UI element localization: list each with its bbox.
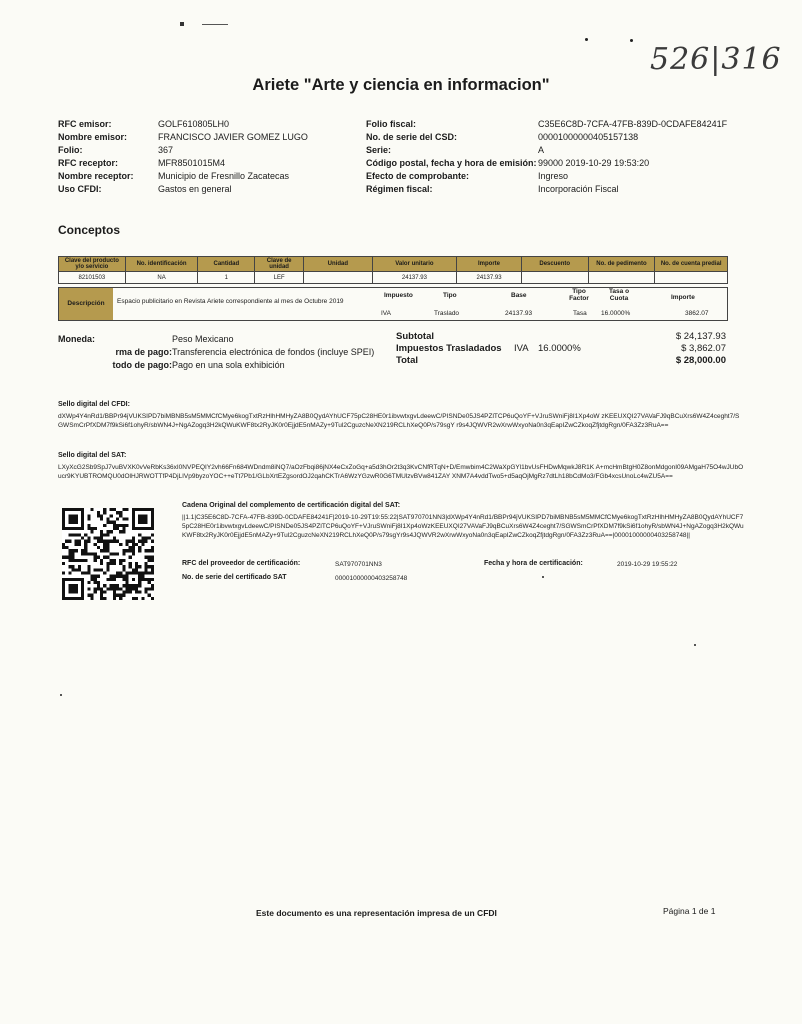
cell-identificacion: NA [125, 272, 198, 284]
sello-sat: LXyXcG2Sb9SpJ7vuBVXK0vVeRbKs36xI0NVPEQIY2vh66Fn684WDndm8iNQ7/aOzFbqi86jNX4eCxZoGq+a5d3hOr2t3q3KvCNfRTqN+D/Emwbim4C2WaXpGYl1bvUsFHDwMqwkJ8R1K A+mcHmBtgH0Z8onMdgonI09AMgaH75O4wJUbOucr9KYUBTROMQU0dOlHJRWOTTfP4DjLIVp9byzoYOC++eTt7Pb1/GLbXrtEZgsordOJ2qahCKTrA6WzYGzwR0G6TMUlzvBVw841ZAY XNM7A4vddTwo5+d5aqOjMgRz7dtLh18bCdMo3/FGb4xcsUnoLc4wZU5A== [58, 464, 744, 480]
tax-header-tasa: Tasa o Cuota [608, 288, 630, 302]
table-row [59, 272, 728, 284]
tax-header-tipo-factor: Tipo Factor [569, 288, 589, 302]
field-label: Folio fiscal: [366, 119, 417, 129]
sello-cfdi-label: Sello digital del CFDI: [58, 401, 130, 408]
field-label: No. de serie del CSD: [366, 132, 458, 142]
header-cell: Cantidad [198, 257, 255, 272]
sello-sat-label: Sello digital del SAT: [58, 452, 127, 459]
tax-header-tipo: Tipo [443, 292, 457, 299]
speck [585, 38, 588, 41]
cell-descuento [521, 272, 588, 284]
moneda: Peso Mexicano [172, 334, 234, 344]
tax-impuesto: IVA [381, 310, 391, 317]
serie-sat-label: No. de serie del certificado SAT [182, 574, 287, 581]
cell-valor-unitario: 24137.93 [372, 272, 457, 284]
description-label: Descripción [59, 288, 113, 320]
tax-tipo-factor: Tasa [573, 310, 587, 317]
description-text: Espacio publicitario en Revista Ariete correspondiente al mes de Octubre 2019 [117, 298, 344, 305]
page-number: Página 1 de 1 [663, 906, 716, 916]
tax-header-importe: Importe [671, 294, 695, 301]
speck [180, 22, 184, 26]
handwritten-note: 526|316 [650, 42, 782, 77]
footer-note: Este documento es una representación impresa de un CFDI [256, 908, 497, 918]
header-cell: No. identificación [125, 257, 198, 272]
header-cell: Unidad [304, 257, 373, 272]
cell-unidad [304, 272, 373, 284]
qr-code-image [62, 508, 154, 600]
header-cell: No. de cuenta predial [655, 257, 728, 272]
tax-base: 24137.93 [505, 310, 533, 317]
cell-cantidad: 1 [198, 272, 255, 284]
serie-sat: 00001000000403258748 [335, 575, 408, 582]
totals-block [396, 331, 726, 367]
serie-csd: 00001000000405157138 [538, 132, 639, 142]
header-cell: Valor unitario [372, 257, 457, 272]
speck [60, 694, 62, 696]
header-cell: Descuento [521, 257, 588, 272]
cell-cuenta-predial [655, 272, 728, 284]
field-label: Moneda: [58, 334, 95, 344]
field-label: Nombre emisor: [58, 132, 128, 142]
field-label: RFC emisor: [58, 119, 112, 129]
fecha-emision: 99000 2019-10-29 19:53:20 [538, 158, 650, 168]
subtotal-value: $ 24,137.93 [675, 331, 726, 342]
field-label: Serie: [366, 145, 392, 155]
cadena-label: Cadena Original del complemento de certificación digital del SAT: [182, 502, 401, 509]
header-cell: No. de pedimento [588, 257, 655, 272]
uso-cfdi: Gastos en general [158, 184, 232, 194]
metodo-pago: Pago en una sola exhibición [172, 360, 285, 370]
folio: 367 [158, 145, 174, 155]
rfc-proveedor-label: RFC del proveedor de certificación: [182, 560, 301, 567]
subtotal-label: Subtotal [396, 331, 434, 342]
tax-importe: 3862.07 [685, 310, 709, 317]
field-label: rma de pago: [115, 347, 172, 357]
field-label: Régimen fiscal: [366, 184, 433, 194]
cell-clave-unidad: LEF [255, 272, 304, 284]
conceptos-table [58, 256, 728, 284]
emisor-block [58, 118, 358, 196]
serie: A [538, 145, 545, 155]
header-cell: Importe [457, 257, 522, 272]
header-cell: Clave de unidad [255, 257, 304, 272]
iva-rate: 16.0000% [538, 343, 581, 354]
rfc-proveedor: SAT970701NN3 [335, 561, 382, 568]
fecha-certificacion-label: Fecha y hora de certificación: [484, 560, 583, 567]
forma-pago: Transferencia electrónica de fondos (incluye SPEI) [172, 347, 375, 357]
field-label: Nombre receptor: [58, 171, 134, 181]
cell-pedimento [588, 272, 655, 284]
sello-cfdi: dXWp4Y4nRd1/BBPr94jVUKSIPD7biMBNB5sM5MMCfCMye6kogTxtRzHlhHMHyZA8B0QydAYhUCF75pC28HE0r1ibvwtxgvLdeewC/PISNDe05JS4PZlTCP6uQoYF+VJruSWniFj8I1Xp4oW zKEEUXQI27VAVaFJ9qBCuXrs6W4Z4ceght7/SGWSmCrPfXDM7f9kSi6f1ohyR/sbWN4J+NgAZogq3H2kQWuKWF8tx2RyJK0r0EjjdE5nMAZy+9Tul2CguzcNeXN219RCLhXeQ0P/s79sgY r9s4JQWVR2wXrwWxyoNa0n3qEapIZwCZkoqZfjtdgRgn/0FA3Zz3RuA== [58, 413, 740, 429]
nombre-receptor: Municipio de Fresnillo Zacatecas [158, 171, 290, 181]
pen-mark [202, 24, 228, 25]
field-label: todo de pago: [112, 360, 172, 370]
payment-block [58, 333, 398, 372]
tax-header-impuesto: Impuesto [384, 292, 413, 299]
impuestos-value: $ 3,862.07 [681, 343, 726, 354]
fecha-certificacion: 2019-10-29 19:55:22 [617, 561, 678, 568]
fiscal-block [366, 118, 766, 196]
tax-tipo: Traslado [434, 310, 460, 317]
total-value: $ 28,000.00 [675, 355, 726, 366]
nombre-emisor: FRANCISCO JAVIER GOMEZ LUGO [158, 132, 308, 142]
iva-label: IVA [514, 343, 529, 354]
table-header-row [59, 257, 728, 272]
field-label: Efecto de comprobante: [366, 171, 470, 181]
speck [630, 39, 633, 42]
document-title: Ariete "Arte y ciencia en informacion" [252, 76, 550, 94]
field-label: Uso CFDI: [58, 184, 102, 194]
field-label: RFC receptor: [58, 158, 119, 168]
conceptos-heading: Conceptos [58, 223, 121, 237]
header-cell: Clave del producto y/o servicio [59, 257, 126, 272]
field-label: Código postal, fecha y hora de emisión: [366, 158, 537, 168]
tax-header-base: Base [511, 292, 527, 299]
speck [542, 576, 544, 578]
field-label: Folio: [58, 145, 83, 155]
tax-tasa: 16.0000% [601, 310, 631, 317]
regimen-fiscal: Incorporación Fiscal [538, 184, 619, 194]
total-label: Total [396, 355, 418, 366]
cadena-original: ||1.1|C35E6C8D-7CFA-47FB-839D-0CDAFE84241F|2019-10-29T19:55:22|SAT970701NN3|dXWp4Y4nRd1/BBPr94jVUKSIPD7biMBNB5sM5MMCfCMye6kogTxtRzHlhHMHyZA8B0QydAYhUCF75pC28HE0r1ibvwtxgvLdeewC/PISNDe05JS4PZlTCP6uQoYF+VJruSWniFj8I1Xp4oWzKEEUXQI27VAVaFJ9qBCuXrs6W4Z4ceght7/SGWSmCrPfXDM7f9kSi6f1ohyR/sbWN4J+NgAZogq3H2kQWuKWF8tx2RyJK0r0EjjdE5nMAZy+9Tul2CguzcNeXN219RCLhXeQ0P/s79sgYr9s4JQWVR2wXrwWxyoNa0n3qEapIZwCZkoqZfjtdgRgn/0FA3Zz3RuA==|00001000000403258748|| [182, 514, 744, 539]
folio-fiscal: C35E6C8D-7CFA-47FB-839D-0CDAFE84241F [538, 119, 728, 129]
speck [694, 644, 696, 646]
cell-importe: 24137.93 [457, 272, 522, 284]
impuestos-label: Impuestos Trasladados [396, 343, 502, 354]
description-row [58, 287, 728, 321]
rfc-receptor: MFR8501015M4 [158, 158, 226, 168]
rfc-emisor: GOLF610805LH0 [158, 119, 230, 129]
cell-clave: 82101503 [59, 272, 126, 284]
efecto-comprobante: Ingreso [538, 171, 569, 181]
